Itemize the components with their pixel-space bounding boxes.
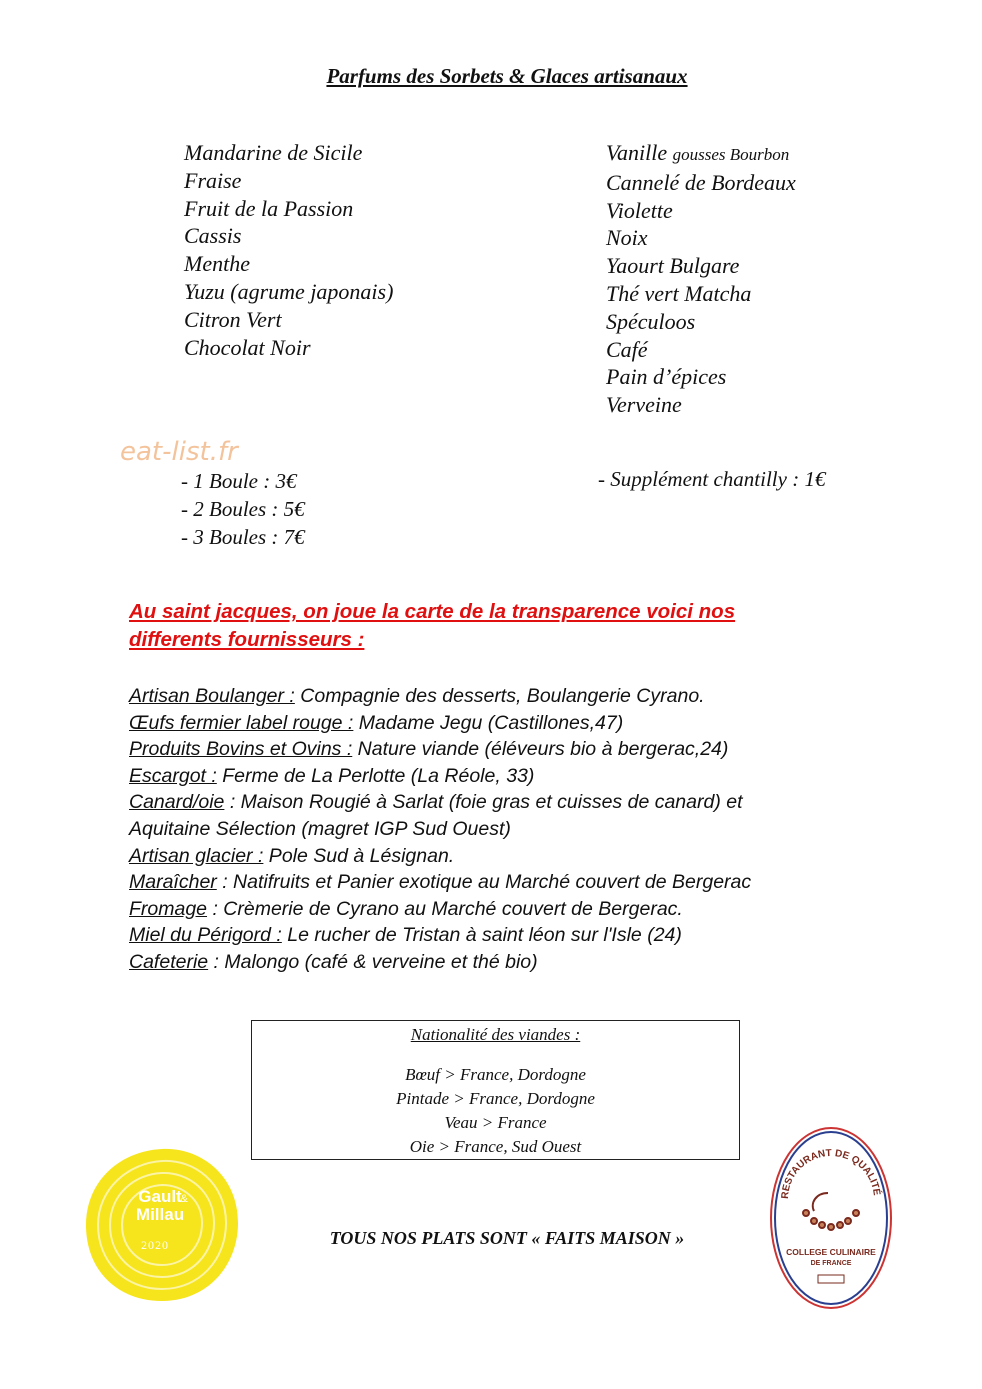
supplier-name: : Maison Rougié à Sarlat (foie gras et cuisses de canard) et [224,791,743,814]
supplier-row [129,922,929,949]
supplier-name: Compagnie des desserts, Boulangerie Cyrano. [294,685,705,707]
gault-millau-logo [82,1145,242,1310]
flavor-item: Menthe [184,251,250,277]
flavor-item: Cannelé de Bordeaux [606,169,796,195]
flavor-item: Fraise [184,167,242,193]
supplier-name: Nature viande (éléveurs bio à bergerac,24) [352,738,729,761]
suppliers-heading-line: Au saint jacques, on joue la carte de la transparence voici nos [129,600,736,623]
flavor-item: Café [606,336,648,362]
meat-origin-lines [252,1063,739,1159]
gm-year: 2020 [141,1238,169,1252]
flavor-item: Verveine [606,392,682,418]
flavors-left-list [184,139,393,361]
gm-line2: Millau [135,1205,185,1224]
flavor-item [606,139,796,169]
supplier-category: Artisan Boulanger : [129,685,295,707]
homemade-notice: TOUS NOS PLATS SONT « FAITS MAISON » [329,1228,685,1248]
supplier-row [129,683,929,710]
supplier-name: Madame Jegu (Castillones,47) [353,711,624,734]
price-item: - 2 Boules : 5€ [181,497,305,521]
flavor-item: Thé vert Matcha [606,280,752,306]
supplier-category: Artisan glacier : [129,844,264,867]
flavor-item: Fruit de la Passion [184,195,354,221]
flavor-item: Chocolat Noir [184,334,311,360]
supplier-row [129,896,929,923]
cc-line2: DE FRANCE [810,1260,852,1267]
supplier-category: Escargot : [129,764,217,787]
supplier-category: Canard/oie [129,791,225,814]
meat-origin-line: Oie > France, Sud Ouest [409,1137,582,1156]
suppliers-heading-line: differents fournisseurs : [129,628,365,651]
supplier-name: : Malongo (café & verveine et thé bio) [208,950,538,973]
supplier-row [129,710,929,737]
supplier-row [129,763,929,790]
supplier-category: Fromage [129,897,208,920]
suppliers-heading [129,598,889,654]
supplier-row [129,843,929,870]
gm-amp: & [180,1193,188,1205]
supplier-name: : Crèmerie de Cyrano au Marché couvert de Bergerac. [207,897,683,920]
price-item: - 3 Boules : 7€ [181,525,305,549]
cc-arc-text: RESTAURANT DE QUALITÉ [779,1147,882,1200]
cc-line1: COLLEGE CULINAIRE [786,1247,876,1257]
supplier-name: Ferme de La Perlotte (La Réole, 33) [216,764,535,787]
supplier-row [129,789,929,816]
flavor-item: Mandarine de Sicile [184,140,363,165]
flavor-item: Noix [606,225,648,251]
meat-origin-line: Bœuf > France, Dordogne [405,1065,586,1084]
meat-origin-line: Veau > France [444,1113,547,1132]
supplier-name: Le rucher de Tristan à saint léon sur l'Isle (24) [281,924,682,947]
supplier-category: Œufs fermier label rouge : [129,711,354,734]
flavor-item: Spéculoos [606,308,696,334]
supplier-name: Aquitaine Sélection (magret IGP Sud Ouest) [129,817,511,840]
supplier-category: Produits Bovins et Ovins : [129,738,353,761]
supplier-category: Miel du Périgord : [129,924,282,947]
supplier-row [129,816,929,843]
gm-line1: Gault [138,1187,182,1206]
supplier-name: Pole Sud à Lésignan. [263,844,455,867]
watermark: eat-list.fr [120,437,238,467]
price-item: - 1 Boule : 3€ [181,469,297,493]
suppliers-list [129,683,929,976]
meat-origin-heading: Nationalité des viandes : [410,1025,581,1044]
flavor-item: Cassis [184,223,242,249]
flavor-item: Pain d’épices [606,364,727,390]
supplement-price: - Supplément chantilly : 1€ [598,467,826,491]
price-list [181,467,305,551]
supplier-row [129,736,929,763]
meat-origin-line: Pintade > France, Dordogne [396,1089,595,1108]
supplier-name: : Natifruits et Panier exotique au Marché couvert de Bergerac [216,871,752,894]
supplier-row [129,869,929,896]
flavor-item: Violette [606,197,673,223]
supplier-row [129,949,929,976]
supplier-category: Cafeterie [129,950,209,973]
flavors-right-list [606,139,796,419]
flavor-vanille-note: gousses Bourbon [672,145,790,164]
college-culinaire-logo [768,1125,894,1316]
flavor-item: Citron Vert [184,306,282,332]
flavor-vanille: Vanille [606,140,668,165]
supplier-category: Maraîcher [129,871,217,894]
meat-origin-box [251,1020,740,1160]
flavor-item: Yaourt Bulgare [606,253,740,279]
page-title: Parfums des Sorbets & Glaces artisanaux [326,64,688,88]
flavor-item: Yuzu (agrume japonais) [184,278,394,304]
